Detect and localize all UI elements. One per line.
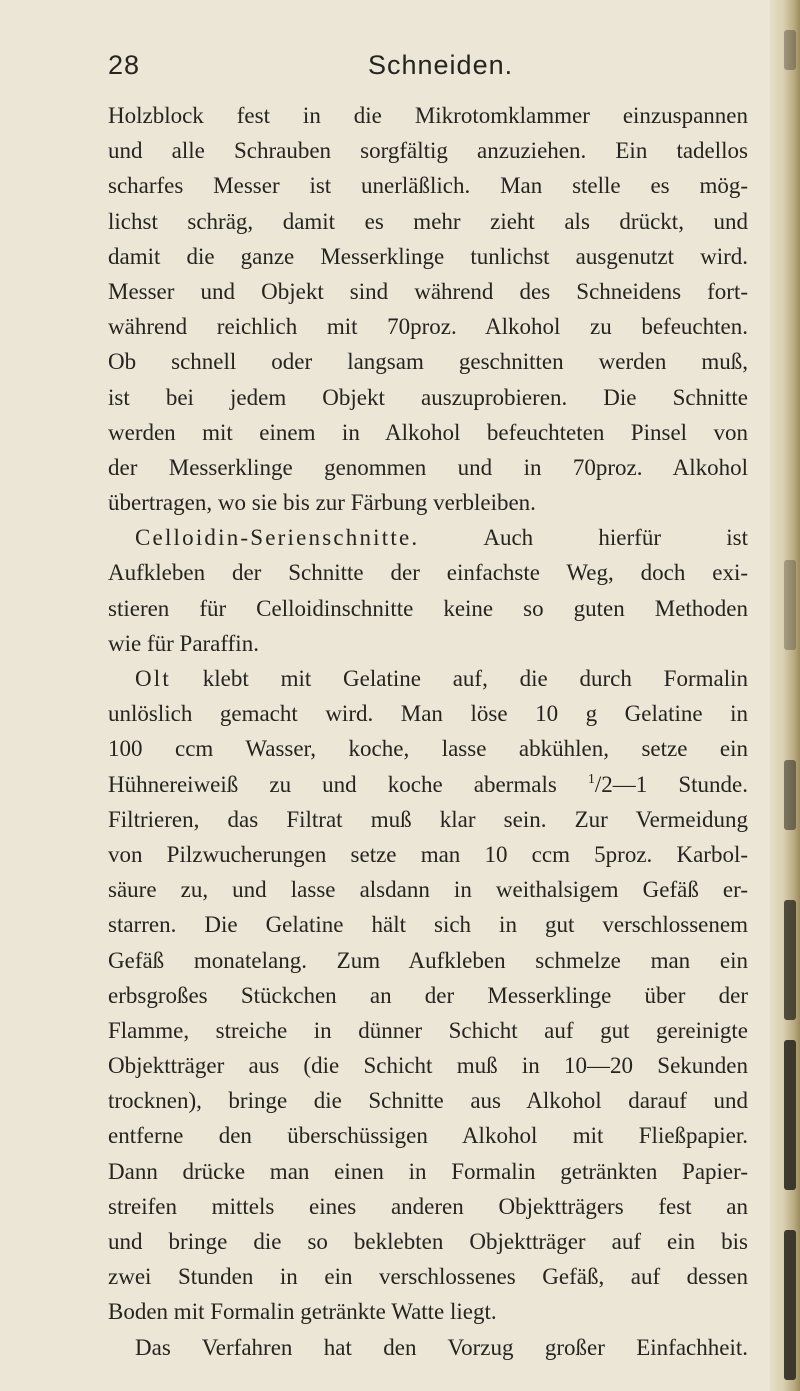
- text-line: Holzblock fest in die Mikrotomklammer einzuspannen: [108, 103, 748, 128]
- text-line: entferne den überschüssigen Alkohol mit Fließpapier.: [108, 1123, 748, 1149]
- text-line: Objektträger aus (die Schicht muß in 10—20 Sekunden: [108, 1053, 748, 1079]
- author-name: Olt: [135, 666, 171, 691]
- text-line: 100 ccm Wasser, koche, lasse abkühlen, setze ein: [108, 736, 748, 762]
- text-line: unlöslich gemacht wird. Man löse 10 g Gelatine in: [108, 701, 748, 727]
- text-line: zwei Stunden in ein verschlossenes Gefäß, auf dessen: [108, 1264, 748, 1290]
- text-line: erbsgroßes Stückchen an der Messerklinge über der: [108, 982, 748, 1008]
- text-line: trocknen), bringe die Schnitte aus Alkohol darauf und: [108, 1088, 748, 1114]
- text-line: Aufkleben der Schnitte der einfachste Weg, doch exi-: [108, 560, 748, 586]
- fraction-rest: /2—1 Stunde.: [594, 771, 748, 797]
- text-line: Flamme, streiche in dünner Schicht auf gut gereinigte: [108, 1017, 748, 1043]
- text-line: übertragen, wo sie bis zur Färbung verbleiben.: [108, 490, 536, 516]
- fraction: [588, 772, 748, 797]
- text-line: scharfes Messer ist unerläßlich. Man stelle es mög-: [108, 173, 748, 199]
- text-span: Auch hierfür ist: [483, 525, 748, 551]
- page-header: [108, 50, 768, 90]
- text-line: streifen mittels eines anderen Objektträgers fest an: [108, 1193, 748, 1219]
- edge-mark: [784, 900, 796, 1020]
- edge-mark: [784, 1230, 796, 1380]
- body-text: [108, 98, 748, 1365]
- text-line: Dann drücke man einen in Formalin getränkten Papier-: [108, 1158, 748, 1184]
- page-edge-shadow: [770, 0, 800, 1391]
- text-line: [108, 767, 748, 802]
- text-line: der Messerklinge genommen und in 70proz. Alkohol: [108, 454, 748, 480]
- text-line-section-start: [108, 520, 748, 555]
- text-line: und bringe die so beklebten Objektträger auf ein bis: [108, 1229, 748, 1254]
- text-line: Gefäß monatelang. Zum Aufkleben schmelze man ein: [108, 947, 748, 973]
- edge-mark: [784, 30, 796, 70]
- text-line: werden mit einem in Alkohol befeuchteten Pinsel von: [108, 419, 748, 445]
- text-line: lichst schräg, damit es mehr zieht als drückt, und: [108, 208, 748, 234]
- text-line: und alle Schrauben sorgfältig anzuziehen. Ein tadellos: [108, 138, 748, 164]
- edge-mark: [784, 560, 796, 650]
- text-line-paragraph-start: [108, 661, 748, 696]
- edge-mark: [784, 1040, 796, 1190]
- text-line: Messer und Objekt sind während des Schneidens fort-: [108, 278, 748, 304]
- text-span: Hühnereiweiß zu und koche abermals: [108, 771, 557, 797]
- text-line: von Pilzwucherungen setze man 10 ccm 5proz. Karbol-: [108, 841, 748, 867]
- text-span: klebt mit Gelatine auf, die durch Formalin: [202, 666, 749, 691]
- text-line: wie für Paraffin.: [108, 630, 259, 656]
- text-line: ist bei jedem Objekt auszuprobieren. Die Schnitte: [108, 384, 748, 410]
- text-line: Boden mit Formalin getränkte Watte liegt.: [108, 1299, 497, 1325]
- text-line: Filtrieren, das Filtrat muß klar sein. Zur Vermeidung: [108, 806, 748, 832]
- running-title: Schneiden.: [368, 50, 514, 80]
- text-line: säure zu, und lasse alsdann in weithalsigem Gefäß er-: [108, 877, 748, 903]
- section-heading: Celloidin-Serienschnitte.: [135, 525, 420, 551]
- text-line: Ob schnell oder langsam geschnitten werden muß,: [108, 349, 748, 375]
- text-line: während reichlich mit 70proz. Alkohol zu befeuchten.: [108, 314, 748, 340]
- edge-mark: [784, 760, 796, 830]
- text-line: stieren für Celloidinschnitte keine so guten Methoden: [108, 595, 748, 621]
- text-line-paragraph-start: Das Verfahren hat den Vorzug großer Einfachheit.: [135, 1334, 748, 1360]
- fraction-numerator: 1: [587, 771, 595, 787]
- text-line: starren. Die Gelatine hält sich in gut verschlossenem: [108, 912, 748, 938]
- text-line: damit die ganze Messerklinge tunlichst ausgenutzt wird.: [108, 243, 748, 269]
- page-number: 28: [108, 50, 141, 80]
